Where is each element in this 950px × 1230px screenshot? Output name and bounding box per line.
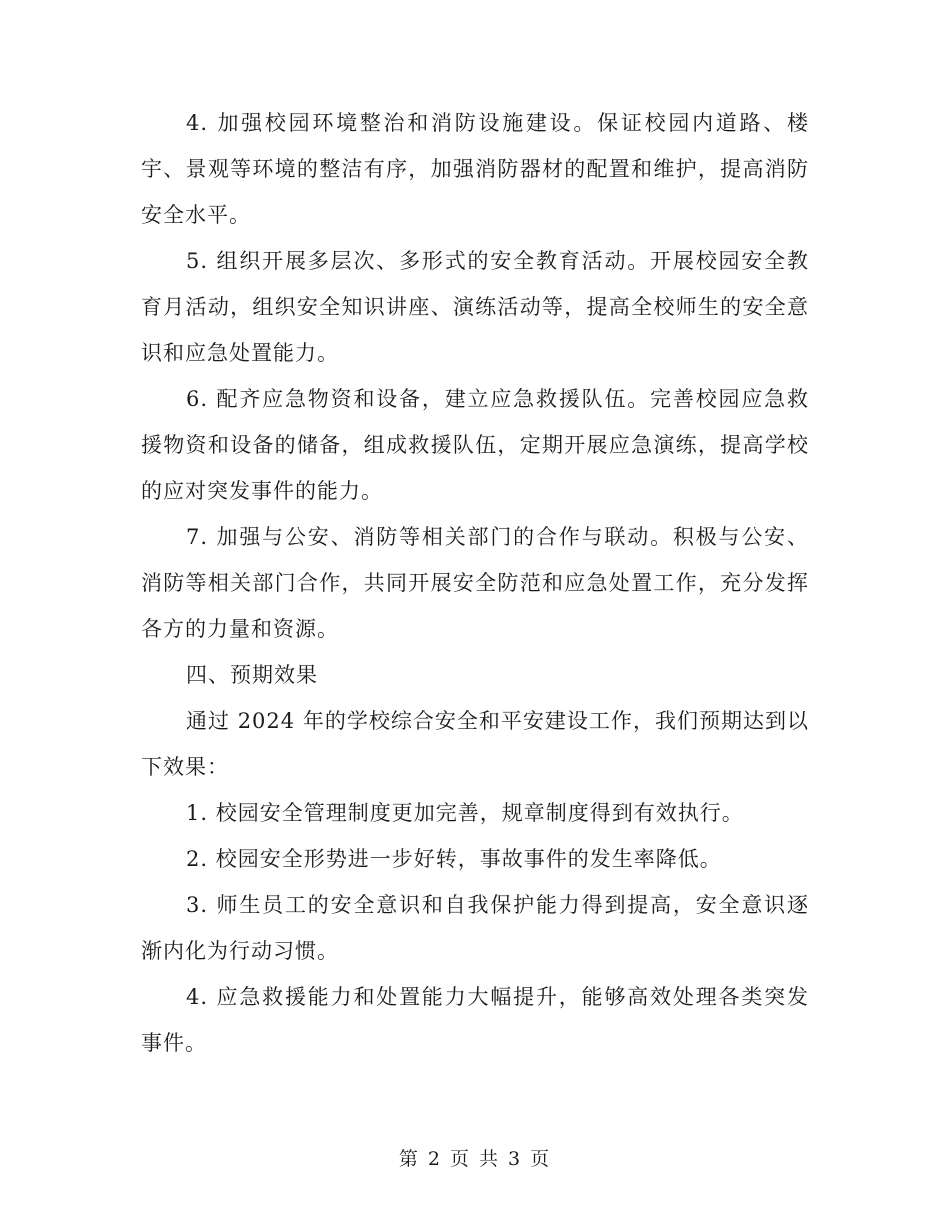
paragraph-measure-6: 6. 配齐应急物资和设备，建立应急救援队伍。完善校园应急救援物资和设备的储备，组成救援队伍，定期开展应急演练，提高学校的应对突发事件的能力。 [141,387,809,503]
paragraph-measure-5: 5. 组织开展多层次、多形式的安全教育活动。开展校园安全教育月活动，组织安全知识讲座、演练活动等，提高全校师生的安全意识和应急处置能力。 [141,249,809,365]
paragraph-effect-2: 2. 校园安全形势进一步好转，事故事件的发生率降低。 [186,847,722,871]
paragraph-effect-3: 3. 师生员工的安全意识和自我保护能力得到提高，安全意识逐渐内化为行动习惯。 [141,893,809,963]
paragraph-intro-effects: 通过 2024 年的学校综合安全和平安建设工作，我们预期达到以下效果： [141,709,809,779]
paragraph-effect-1: 1. 校园安全管理制度更加完善，规章制度得到有效执行。 [186,801,744,825]
paragraph-measure-7: 7. 加强与公安、消防等相关部门的合作与联动。积极与公安、消防等相关部门合作，共同开展安全防范和应急处置工作，充分发挥各方的力量和资源。 [141,525,809,641]
section-heading-expected-effects: 四、预期效果 [186,663,318,687]
page-number-footer: 第 2 页 共 3 页 [398,1148,552,1170]
document-body [141,100,809,1066]
paragraph-measure-4: 4. 加强校园环境整治和消防设施建设。保证校园内道路、楼宇、景观等环境的整洁有序，加强消防器材的配置和维护，提高消防安全水平。 [141,111,809,227]
paragraph-effect-4: 4. 应急救援能力和处置能力大幅提升，能够高效处理各类突发事件。 [141,985,809,1055]
